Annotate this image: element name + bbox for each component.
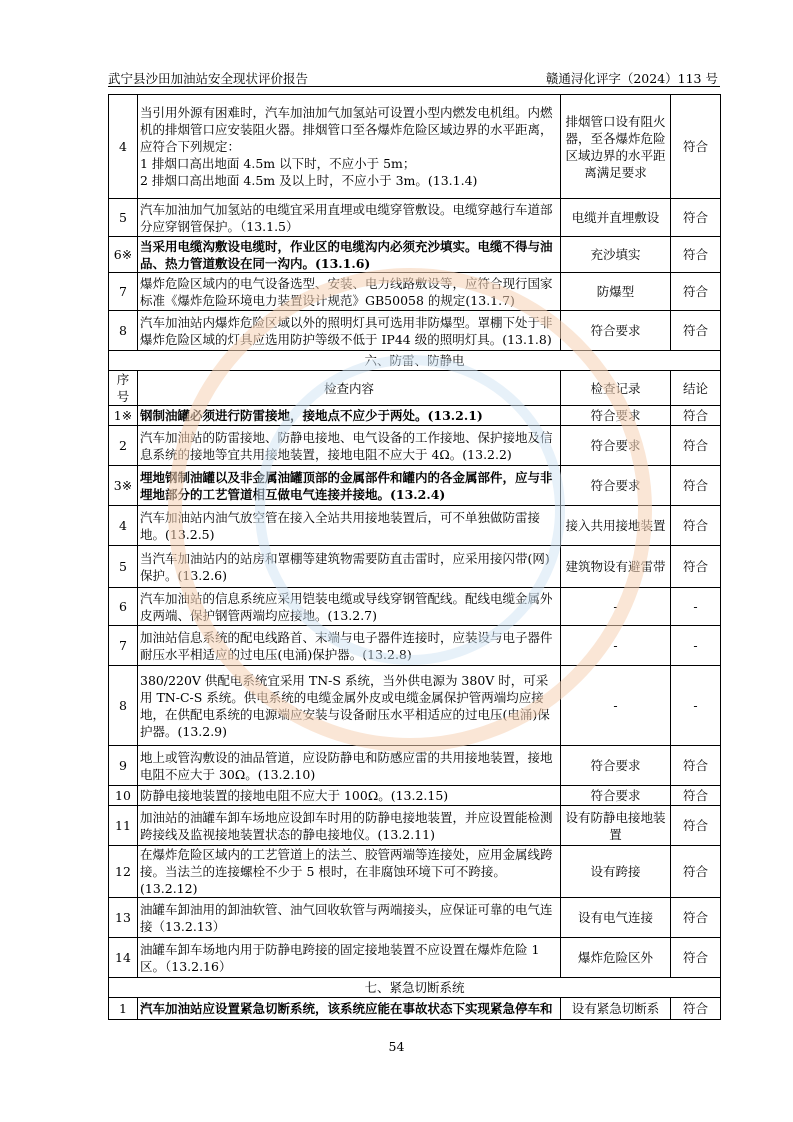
row-number: 8 (109, 311, 138, 351)
inspection-content: 加油站的油罐车卸车场地应设卸车时用的防静电接地装置，并应设置能检测跨接线及监视接地装置状态的静电接地仪。(13.2.11) (138, 806, 561, 846)
inspection-record: 设有跨接 (561, 846, 671, 898)
inspection-content: 汽车加油站内爆炸危险区域以外的照明灯具可选用非防爆型。罩棚下处于非爆炸危险区域的灯具应选用防护等级不低于 IP44 级的照明灯具。(13.1.8) (138, 311, 561, 351)
inspection-record: 符合要求 (561, 406, 671, 426)
inspection-record: - (561, 588, 671, 626)
table-row (109, 938, 721, 978)
table-row (109, 588, 721, 626)
header-divider (108, 86, 720, 87)
row-number: 13 (109, 898, 138, 938)
inspection-record: 设有防静电接地装置 (561, 806, 671, 846)
table-row (109, 466, 721, 506)
inspection-record: 排烟管口设有阻火器，至各爆炸危险区域边界的水平距离满足要求 (561, 95, 671, 199)
row-number: 2 (109, 426, 138, 466)
row-number: 5 (109, 546, 138, 588)
inspection-result: 符合 (671, 806, 721, 846)
row-number: 6 (109, 588, 138, 626)
inspection-record: 设有电气连接 (561, 898, 671, 938)
inspection-result: - (671, 626, 721, 666)
inspection-result: 符合 (671, 546, 721, 588)
header-report-title: 武宁县沙田加油站安全现状评价报告 (108, 71, 309, 86)
row-number: 1 (109, 998, 138, 1020)
inspection-table (108, 94, 721, 1020)
table-row (109, 95, 721, 199)
inspection-content: 爆炸危险区域内的电气设备选型、安装、电力线路敷设等，应符合现行国家标准《爆炸危险环境电力装置设计规范》GB50058 的规定(13.1.7) (138, 273, 561, 311)
table-row (109, 898, 721, 938)
row-number: 5 (109, 199, 138, 237)
section-row (109, 351, 721, 371)
row-number: 4 (109, 506, 138, 546)
table-row (109, 199, 721, 237)
inspection-record: 防爆型 (561, 273, 671, 311)
inspection-result: 符合 (671, 998, 721, 1020)
row-number: 4 (109, 95, 138, 199)
col-header-number: 序号 (109, 371, 138, 406)
table-row (109, 237, 721, 273)
inspection-content: 当汽车加油站内的站房和罩棚等建筑物需要防直击雷时，应采用接闪带(网)保护。(13.2.6) (138, 546, 561, 588)
inspection-result: 符合 (671, 95, 721, 199)
table-row (109, 406, 721, 426)
row-number: 11 (109, 806, 138, 846)
inspection-record: 符合要求 (561, 466, 671, 506)
inspection-content: 地上或管沟敷设的油品管道，应设防静电和防感应雷的共用接地装置，接地电阻不应大于 30Ω。(13.2.10) (138, 746, 561, 786)
inspection-result: 符合 (671, 846, 721, 898)
inspection-content: 埋地钢制油罐以及非金属油罐顶部的金属部件和罐内的各金属部件，应与非埋地部分的工艺管道相互做电气连接并接地。(13.2.4) (138, 466, 561, 506)
table-row (109, 786, 721, 806)
inspection-content: 油罐车卸油用的卸油软管、油气回收软管与两端接头，应保证可靠的电气连接（13.2.13） (138, 898, 561, 938)
page-header (108, 67, 720, 87)
inspection-record: 电缆并直埋敷设 (561, 199, 671, 237)
table-row (109, 626, 721, 666)
table-row (109, 746, 721, 786)
table-row (109, 546, 721, 588)
inspection-result: 符合 (671, 506, 721, 546)
inspection-content: 汽车加油站内油气放空管在接入全站共用接地装置后，可不单独做防雷接地。(13.2.5) (138, 506, 561, 546)
inspection-record: - (561, 666, 671, 746)
section-row (109, 978, 721, 998)
inspection-result: 符合 (671, 237, 721, 273)
row-number: 12 (109, 846, 138, 898)
inspection-content: 当采用电缆沟敷设电缆时，作业区的电缆沟内必须充沙填实。电缆不得与油品、热力管道敷设在同一沟内。(13.1.6) (138, 237, 561, 273)
inspection-result: 符合 (671, 898, 721, 938)
row-number: 8 (109, 666, 138, 746)
table-row (109, 806, 721, 846)
inspection-record: 爆炸危险区外 (561, 938, 671, 978)
inspection-record: 设有紧急切断系 (561, 998, 671, 1020)
inspection-result: 符合 (671, 466, 721, 506)
inspection-result: 符合 (671, 273, 721, 311)
row-number: 10 (109, 786, 138, 806)
page-number: 54 (388, 1039, 405, 1054)
inspection-content: 汽车加油加气加氢站的电缆宜采用直埋或电缆穿管敷设。电缆穿越行车道部分应穿钢管保护。（13.1.5） (138, 199, 561, 237)
inspection-record: 充沙填实 (561, 237, 671, 273)
column-header-row (109, 371, 721, 406)
inspection-content: 汽车加油站应设置紧急切断系统，该系统应能在事故状态下实现紧急停车和 (138, 998, 561, 1020)
section-title: 六、防雷、防静电 (109, 351, 721, 371)
inspection-content: 汽车加油站的信息系统应采用铠装电缆或导线穿钢管配线。配线电缆金属外皮两端、保护钢管两端均应接地。(13.2.7) (138, 588, 561, 626)
row-number: 1※ (109, 406, 138, 426)
table-row (109, 311, 721, 351)
inspection-content: 在爆炸危险区域内的工艺管道上的法兰、胶管两端等连接处，应用金属线跨接。当法兰的连接螺栓不少于 5 根时，在非腐蚀环境下可不跨接。(13.2.12) (138, 846, 561, 898)
inspection-content: 防静电接地装置的接地电阻不应大于 100Ω。(13.2.15) (138, 786, 561, 806)
table-row (109, 998, 721, 1020)
inspection-result: 符合 (671, 786, 721, 806)
inspection-record: 符合要求 (561, 426, 671, 466)
col-header-content: 检查内容 (138, 371, 561, 406)
inspection-result: 符合 (671, 426, 721, 466)
col-header-record: 检查记录 (561, 371, 671, 406)
table-row (109, 666, 721, 746)
inspection-content: 油罐车卸车场地内用于防静电跨接的固定接地装置不应设置在爆炸危险 1 区。（13.2.16） (138, 938, 561, 978)
row-number: 14 (109, 938, 138, 978)
inspection-record: 符合要求 (561, 311, 671, 351)
row-number: 7 (109, 273, 138, 311)
inspection-result: 符合 (671, 938, 721, 978)
row-number: 3※ (109, 466, 138, 506)
inspection-content: 加油站信息系统的配电线路首、末端与电子器件连接时，应装设与电子器件耐压水平相适应的过电压(电涌)保护器。(13.2.8) (138, 626, 561, 666)
inspection-record: 接入共用接地装置 (561, 506, 671, 546)
row-number: 9 (109, 746, 138, 786)
inspection-result: - (671, 588, 721, 626)
table-row (109, 426, 721, 466)
inspection-record: - (561, 626, 671, 666)
inspection-result: 符合 (671, 746, 721, 786)
inspection-content: 当引用外源有困难时，汽车加油加气加氢站可设置小型内燃发电机组。内燃机的排烟管口应安装阻火器。排烟管口至各爆炸危险区域边界的水平距离，应符合下列规定： 1 排烟口高出地面 4.5m 以下时，不应小于 5m； 2 排烟口高出地面 4.5m 及以上时，不应小于 3m。(13.1.4) (138, 95, 561, 199)
table-row (109, 846, 721, 898)
inspection-content: 汽车加油站的防雷接地、防静电接地、电气设备的工作接地、保护接地及信息系统的接地等宜共用接地装置，接地电阻不应大于 4Ω。(13.2.2) (138, 426, 561, 466)
row-number: 7 (109, 626, 138, 666)
inspection-record: 符合要求 (561, 786, 671, 806)
col-header-result: 结论 (671, 371, 721, 406)
row-number: 6※ (109, 237, 138, 273)
inspection-content: 钢制油罐必须进行防雷接地，接地点不应少于两处。(13.2.1) (138, 406, 561, 426)
inspection-result: 符合 (671, 406, 721, 426)
header-report-number: 赣通浔化评字（2024）113 号 (545, 71, 718, 86)
inspection-result: 符合 (671, 311, 721, 351)
inspection-record: 符合要求 (561, 746, 671, 786)
table-row (109, 273, 721, 311)
inspection-content: 380/220V 供配电系统宜采用 TN-S 系统，当外供电源为 380V 时，可采用 TN-C-S 系统。供电系统的电缆金属外皮或电缆金属保护管两端均应接地，在供配电系统的电源端应安装与设备耐压水平相适应的过电压(电涌)保护器。(13.2.9) (138, 666, 561, 746)
section-title: 七、紧急切断系统 (109, 978, 721, 998)
inspection-result: 符合 (671, 199, 721, 237)
inspection-result: - (671, 666, 721, 746)
inspection-record: 建筑物设有避雷带 (561, 546, 671, 588)
table-row (109, 506, 721, 546)
